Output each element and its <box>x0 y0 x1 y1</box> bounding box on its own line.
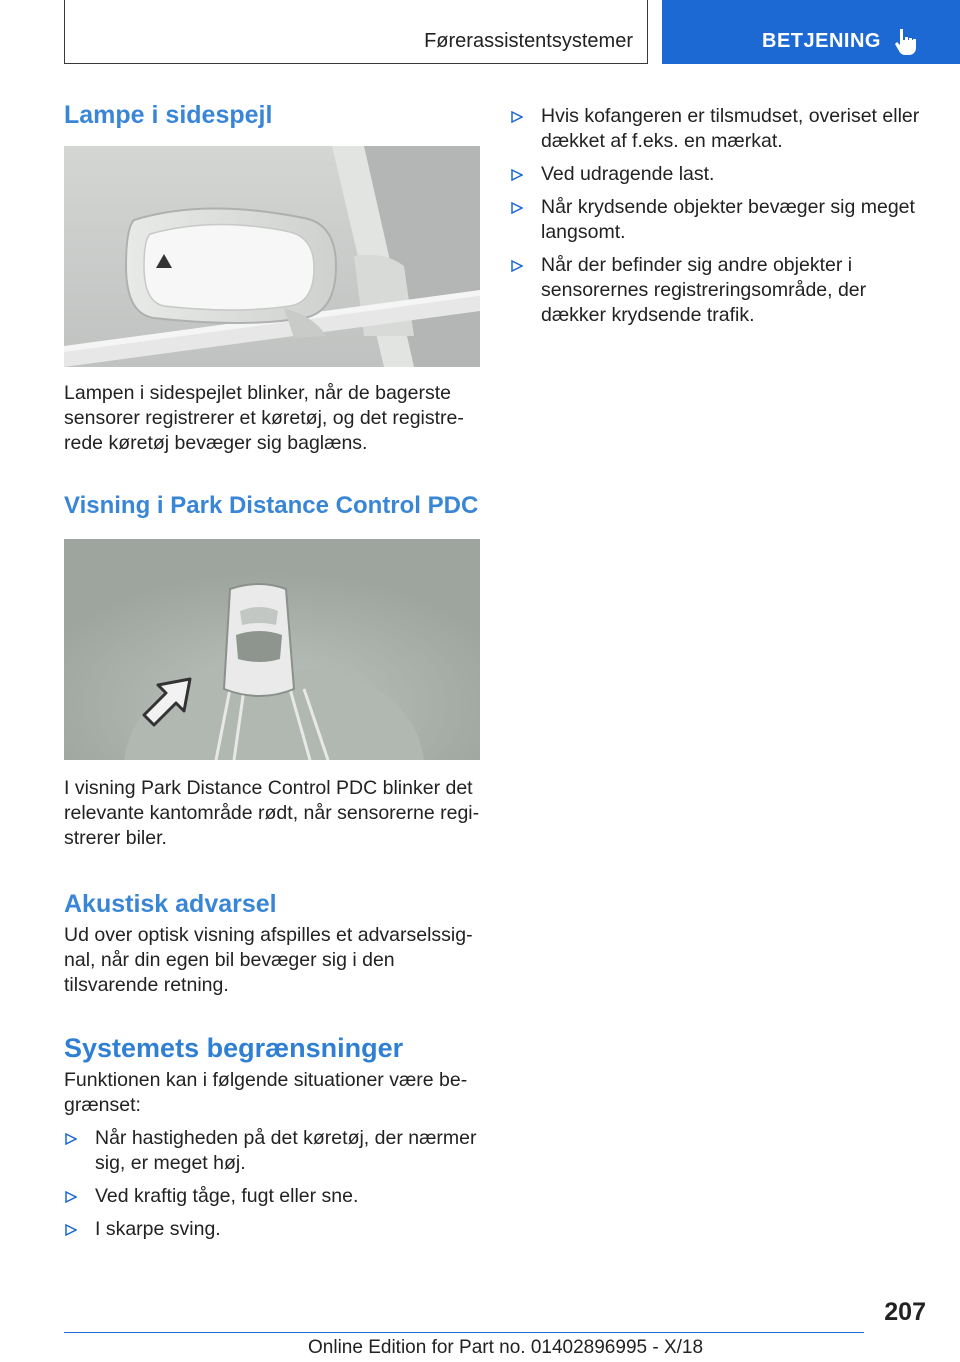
limits-list-continued <box>510 104 920 328</box>
triangle-bullet-icon <box>511 260 523 272</box>
system-limits-text: Funktionen kan i følgende situationer være begrænset: <box>64 1069 468 1117</box>
chapter-tab[interactable] <box>662 0 960 64</box>
heading-mirror-lamp: Lampe i sidespejl <box>64 101 273 129</box>
triangle-bullet-icon <box>65 1191 77 1203</box>
list-item: Når hastigheden på det køretøj, der nærmer sig, er meget høj. <box>64 1126 482 1176</box>
pdc-view-text: I visning Park Distance Control PDC blinker det relevante kantområde rødt, når sensorerne registrerer biler. <box>64 776 480 849</box>
limits-list <box>64 1126 482 1242</box>
triangle-bullet-icon <box>511 202 523 214</box>
footer-divider <box>64 1332 864 1333</box>
page-number: 207 <box>884 1298 926 1326</box>
triangle-bullet-icon <box>65 1133 77 1145</box>
chapter-title: BETJENING <box>762 30 881 52</box>
list-item: Når krydsende objekter bevæger sig meget langsomt. <box>510 195 920 245</box>
mirror-lamp-text: Lampen i sidespejlet blinker, når de bagerste sensorer registrerer et køretøj, og det registrerede køretøj bevæger sig baglæns. <box>64 382 464 454</box>
list-item: Ved kraftig tåge, fugt eller sne. <box>64 1184 482 1209</box>
right-column <box>510 104 920 328</box>
list-item: Ved udragende last. <box>510 162 920 187</box>
triangle-bullet-icon <box>511 169 523 181</box>
left-column <box>64 100 482 1242</box>
heading-acoustic-warning: Akustisk advarsel <box>64 889 277 918</box>
heading-system-limits: Systemets begrænsninger <box>64 1032 404 1063</box>
triangle-bullet-icon <box>65 1224 77 1236</box>
edition-footer: Online Edition for Part no. 01402896995 - X/18 <box>308 1337 704 1358</box>
header-section-box <box>64 0 648 64</box>
heading-pdc-view: Visning i Park Distance Control PDC <box>64 492 479 519</box>
list-item: Hvis kofangeren er tilsmudset, overiset eller dækket af f.eks. en mærkat. <box>510 104 920 154</box>
list-item: Når der befinder sig andre objekter i sensorernes registreringsområde, der dækker krydsende trafik. <box>510 253 920 328</box>
pointing-hand-icon <box>894 27 920 57</box>
triangle-bullet-icon <box>511 111 523 123</box>
side-mirror-illustration <box>64 146 480 367</box>
pdc-display-illustration <box>64 539 480 760</box>
list-item: I skarpe sving. <box>64 1217 482 1242</box>
section-title: Førerassistentsystemer <box>424 30 633 52</box>
acoustic-warning-text: Ud over optisk visning afspilles et advarselssignal, når din egen bil bevæger sig i den tilsvarende retning. <box>64 923 473 996</box>
